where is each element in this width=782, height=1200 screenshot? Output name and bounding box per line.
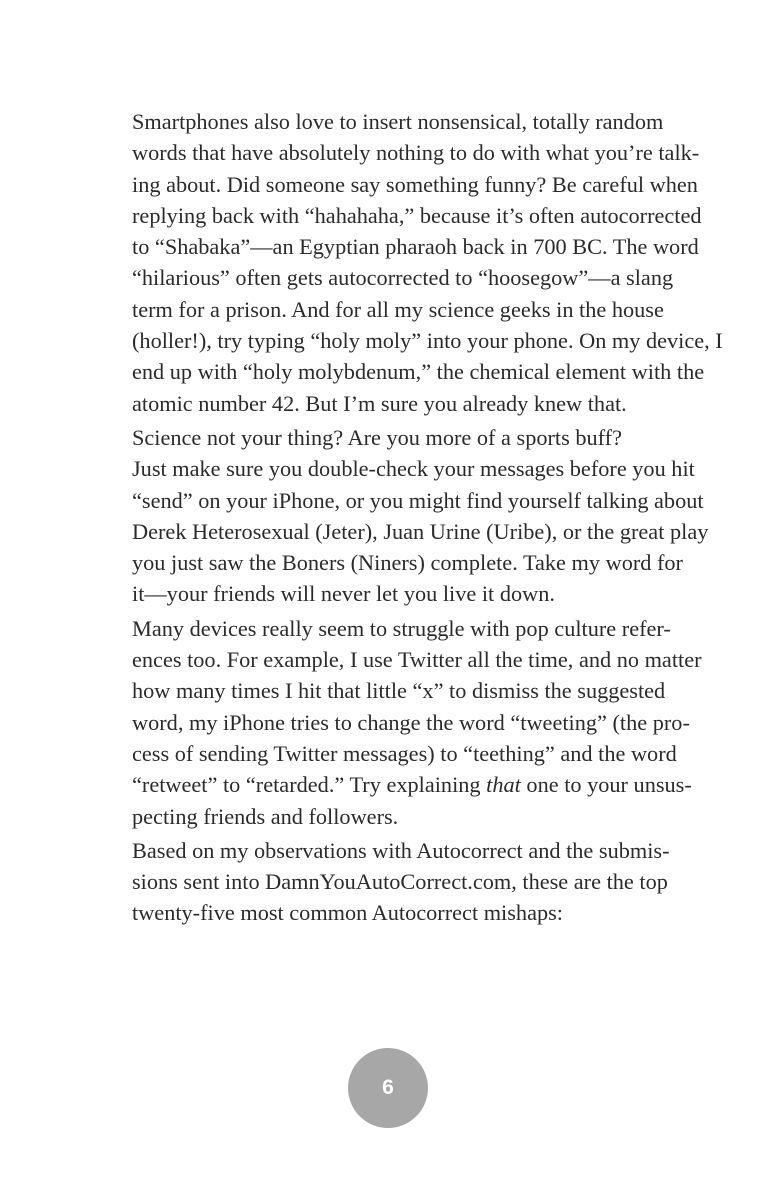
text-line: Many devices really seem to struggle with pop culture refer-	[132, 615, 671, 641]
text-segment: “retweet” to “retarded.” Try explaining	[132, 772, 481, 798]
text-line-with-emphasis	[100, 769, 692, 800]
text-line: Smartphones also love to insert nonsensical, totally random	[132, 109, 664, 134]
text-line: ing about. Did someone say something funny? Be careful when	[132, 171, 698, 197]
text-line: Based on my observations with Autocorrect and the submis-	[132, 837, 670, 863]
text-line: Derek Heterosexual (Jeter), Juan Urine (Uribe), or the great play	[132, 518, 709, 544]
paragraph-observations	[100, 835, 670, 929]
text-line: cess of sending Twitter messages) to “teething” and the word	[132, 740, 677, 766]
text-line: you just saw the Boners (Niners) complete. Take my word for	[132, 550, 683, 576]
text-line: (holler!), try typing “holy moly” into your phone. On my device, I	[132, 328, 723, 354]
text-segment: one to your unsus-	[526, 772, 692, 798]
text-line: it—your friends will never let you live it down.	[132, 581, 555, 607]
text-line: how many times I hit that little “x” to dismiss the suggested	[132, 678, 666, 704]
text-line: “send” on your iPhone, or you might find yourself talking about	[132, 487, 704, 513]
paragraph-pop-culture	[100, 613, 702, 832]
text-line: word, my iPhone tries to change the word “tweeting” (the pro-	[132, 709, 690, 735]
text-line: term for a prison. And for all my science geeks in the house	[132, 296, 664, 322]
text-line: ences too. For example, I use Twitter all the time, and no matter	[132, 647, 702, 673]
text-line: sions sent into DamnYouAutoCorrect.com, these are the top	[132, 869, 668, 895]
text-line: to “Shabaka”—an Egyptian pharaoh back in 700 BC. The word	[132, 234, 699, 260]
text-line: words that have absolutely nothing to do with what you’re talk-	[132, 140, 700, 166]
page-number: 6	[382, 1076, 394, 1099]
text-line: Just make sure you double-check your messages before you hit	[132, 456, 695, 482]
paragraph-sports	[100, 422, 709, 610]
text-line: Science not your thing? Are you more of a sports buff?	[132, 424, 622, 450]
text-line: “hilarious” often gets autocorrected to “hoosegow”—a slang	[132, 265, 674, 291]
page-number-badge	[348, 1048, 428, 1128]
body-text	[100, 106, 723, 932]
emphasized-word: that	[486, 772, 521, 798]
text-line: end up with “holy molybdenum,” the chemical element with the	[132, 359, 705, 385]
text-line: pecting friends and followers.	[132, 803, 399, 829]
text-line: atomic number 42. But I’m sure you already knew that.	[132, 390, 627, 416]
paragraph-smartphones	[100, 106, 723, 419]
text-line: twenty-five most common Autocorrect mishaps:	[132, 900, 563, 926]
text-line: replying back with “hahahaha,” because it’s often autocorrected	[132, 202, 702, 228]
